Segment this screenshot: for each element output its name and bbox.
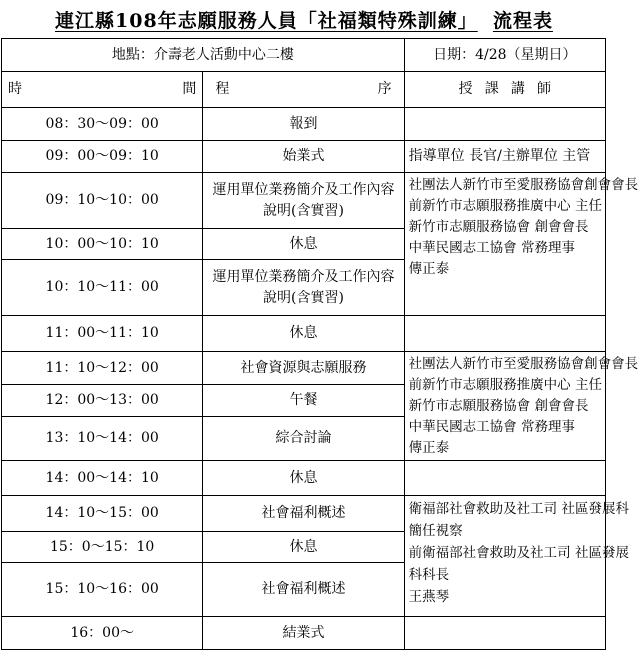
lecturer-cell: 社團法人新竹市至愛服務協會創會會長 前新竹市志願服務推廣中心 主任 新竹市志願服務協會 創會會長 中華民國志工協會 常務理事 傳正泰 (404, 352, 605, 461)
time-cell: 09：10～10：00 (2, 173, 203, 229)
header-row (2, 72, 606, 108)
time-cell: 15：10～16：00 (2, 563, 203, 617)
info-row (2, 39, 606, 72)
schedule-table (1, 38, 638, 650)
time-cell: 10：10～11：00 (2, 260, 203, 316)
agenda-cell: 休息 (203, 316, 404, 352)
time-cell: 10：00～10：10 (2, 229, 203, 260)
document-title (0, 0, 608, 38)
time-cell: 12：00～13：00 (2, 385, 203, 417)
header-time: 時 間 (2, 72, 203, 108)
time-cell: 14：00～14：10 (2, 461, 203, 496)
agenda-cell: 休息 (203, 461, 404, 496)
time-cell: 08：30～09：00 (2, 108, 203, 141)
header-agenda: 程 序 (203, 72, 404, 108)
agenda-cell: 社會福利概述 (203, 496, 404, 532)
table-row (2, 496, 606, 532)
time-cell: 09：00～09：10 (2, 141, 203, 173)
lecturer-cell: 社團法人新竹市至愛服務協會創會會長 前新竹市志願服務推廣中心 主任 新竹市志願服務協會 創會會長 中華民國志工協會 常務理事 傳正泰 (404, 173, 605, 316)
agenda-cell: 運用單位業務簡介及工作內容說明(含實習) (203, 260, 404, 316)
agenda-cell: 社會資源與志願服務 (203, 352, 404, 385)
agenda-cell: 結業式 (203, 617, 404, 650)
time-cell: 11：00～11：10 (2, 316, 203, 352)
agenda-cell: 社會福利概述 (203, 563, 404, 617)
lecturer-cell: 衛福部社會救助及社工司 社區發展科 簡任視察 前衛福部社會救助及社工司 社區發展 科科長 王燕琴 (404, 496, 605, 617)
time-cell: 16：00～ (2, 617, 203, 650)
agenda-cell: 午餐 (203, 385, 404, 417)
date-cell: 日期：4/28（星期日） (404, 39, 605, 72)
agenda-cell: 始業式 (203, 141, 404, 173)
table-row (2, 173, 606, 229)
title-suffix: 流程表 (492, 9, 553, 32)
title-main: 連江縣108年志願服務人員「社福類特殊訓練」 (55, 9, 478, 32)
lecturer-cell (404, 316, 605, 352)
table-row (2, 352, 606, 385)
table-row (2, 141, 606, 173)
time-cell: 14：10～15：00 (2, 496, 203, 532)
lecturer-cell (404, 617, 605, 650)
agenda-cell: 休息 (203, 532, 404, 563)
agenda-cell: 綜合討論 (203, 417, 404, 461)
lecturer-cell (404, 461, 605, 496)
agenda-cell: 休息 (203, 229, 404, 260)
table-row (2, 316, 606, 352)
header-lecturer: 授 課 講 師 (404, 72, 605, 108)
time-cell: 13：10～14：00 (2, 417, 203, 461)
table-row (2, 461, 606, 496)
lecturer-cell: 指導單位 長官/主辦單位 主管 (404, 141, 605, 173)
location-cell: 地點：介壽老人活動中心二樓 (2, 39, 405, 72)
time-cell: 11：10～12：00 (2, 352, 203, 385)
agenda-cell: 報到 (203, 108, 404, 141)
agenda-cell: 運用單位業務簡介及工作內容說明(含實習) (203, 173, 404, 229)
table-row (2, 617, 606, 650)
table-row (2, 108, 606, 141)
lecturer-cell (404, 108, 605, 141)
time-cell: 15：0～15：10 (2, 532, 203, 563)
